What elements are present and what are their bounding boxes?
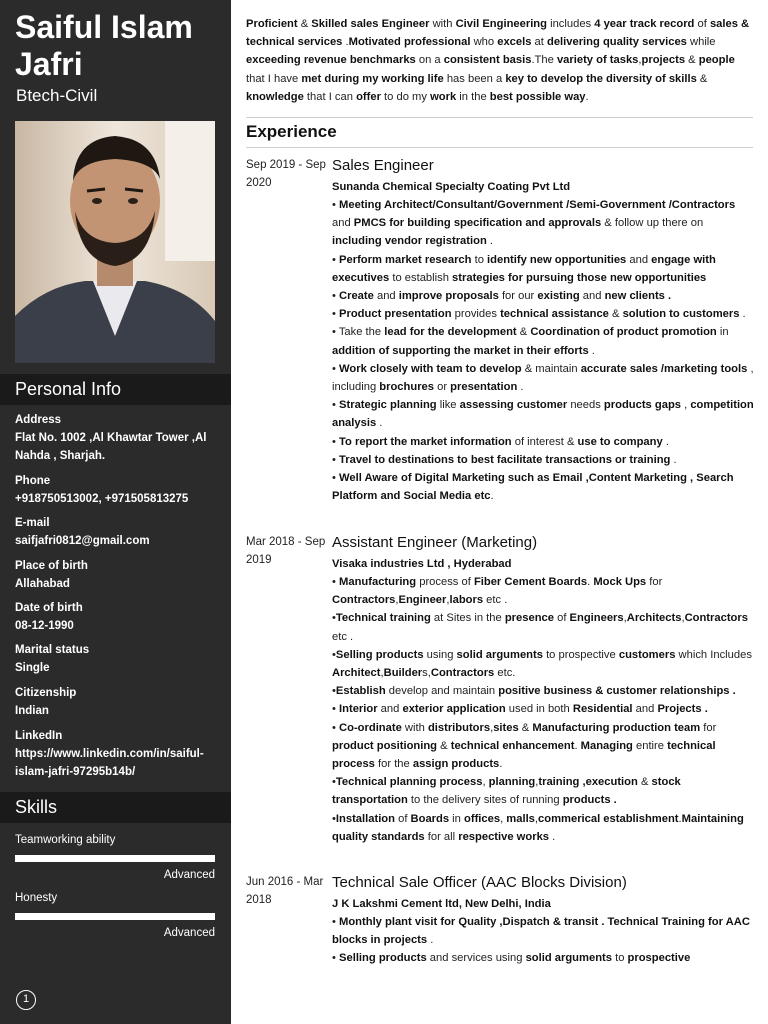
description-bullet: • Work closely with team to develop & maintain accurate sales /marketing tools , including brochures or presentation . [332, 362, 754, 394]
personal-info-heading: Personal Info [0, 374, 231, 405]
emphasis-text: products . [562, 794, 617, 807]
emphasis-text: improve proposals [398, 290, 499, 303]
emphasis-text: malls [506, 812, 535, 825]
citizenship-info [15, 684, 220, 720]
emphasis-text: Architect [332, 667, 381, 680]
emphasis-text: consistent basis [443, 54, 532, 67]
emphasis-text: Establish [335, 685, 386, 698]
job-title: Assistant Engineer (Marketing) [332, 534, 538, 551]
job-company: Sunanda Chemical Specialty Coating Pvt Ltd [332, 181, 571, 193]
emphasis-text: solution to customers [622, 308, 740, 321]
job-body [332, 533, 754, 846]
job-dates: Mar 2018 - Sep 2019 [246, 536, 326, 566]
emphasis-text: Technical training [335, 612, 431, 625]
emphasis-text: customers [618, 648, 676, 661]
marital-status-label: Marital status [15, 644, 90, 656]
description-bullet: • Manufacturing process of Fiber Cement Boards. Mock Ups for Contractors,Engineer,labors etc . [332, 576, 663, 607]
emphasis-text: Architects [626, 612, 682, 625]
linkedin-value[interactable]: https://www.linkedin.com/in/saiful-islam-jafri-97295b14b/ [15, 748, 204, 778]
emphasis-text: sales & technical services [246, 18, 750, 49]
emphasis-text: commerical establishment [538, 812, 679, 825]
emphasis-text: Create [339, 290, 374, 303]
address-label: Address [15, 414, 62, 426]
emphasis-text: offices [464, 812, 501, 825]
description-bullet: • Selling products and services using solid arguments to prospective [332, 952, 691, 965]
emphasis-text: Monthly plant visit for Quality ,Dispatch & transit . Technical Training for AAC blocks in projects [332, 916, 750, 947]
summary-divider [246, 117, 753, 118]
emphasis-text: Projects . [657, 703, 708, 716]
emphasis-text: new clients . [604, 290, 672, 303]
emphasis-text: Meeting Architect/Consultant/Government /Semi-Government /Contractors [339, 199, 736, 211]
emphasis-text: Interior [339, 703, 378, 716]
emphasis-text: identify new opportunities [487, 253, 627, 266]
skills-heading: Skills [0, 792, 231, 823]
emphasis-text: knowledge [246, 90, 304, 103]
emphasis-text: prospective [627, 952, 691, 965]
emphasis-text: stock transportation [332, 776, 681, 807]
emphasis-text: assessing customer [459, 399, 568, 412]
skill-teamworking [15, 833, 215, 882]
emphasis-text: people [698, 54, 735, 67]
emphasis-text: Product presentation [339, 308, 452, 321]
emphasis-text: respective works [458, 830, 550, 843]
skill-level-label: Advanced [163, 927, 215, 939]
description-bullet: • Strategic planning like assessing customer needs products gaps , competition analysis . [332, 399, 754, 430]
emphasis-text: Motivated professional [348, 36, 471, 49]
description-bullet: • Interior and exterior application used in both Residential and Projects . [332, 703, 708, 716]
emphasis-text: Skilled [311, 18, 348, 30]
emphasis-text: Proficient [246, 18, 298, 30]
emphasis-text: assign products [412, 758, 500, 771]
citizenship-value: Indian [15, 705, 49, 717]
experience-divider [246, 147, 753, 148]
emphasis-text: Maintaining quality standards [332, 812, 744, 843]
description-bullet: • To report the market information of interest & use to company . [332, 435, 669, 448]
emphasis-text: offer [356, 90, 381, 103]
emphasis-text: solid arguments [456, 648, 543, 661]
emphasis-text: Fiber Cement Boards [473, 576, 588, 588]
skill-name: Teamworking ability [15, 834, 116, 846]
emphasis-text: training ,execution [538, 776, 638, 789]
description-bullet: •Technical training at Sites in the presence of Engineers,Architects,Contractors etc . [332, 612, 748, 643]
description-bullet: • Perform market research to identify new opportunities and engage with executives to establish strategies for pursuing those new opportunities [332, 253, 716, 284]
emphasis-text: labors [449, 594, 484, 607]
emphasis-text: technical assistance [500, 308, 609, 321]
emphasis-text: planning [488, 776, 536, 789]
emphasis-text: Manufacturing [339, 576, 417, 588]
emphasis-text: met during my working life [301, 72, 444, 85]
job-company: Visaka industries Ltd , Hyderabad [332, 558, 512, 570]
job-body [332, 873, 754, 968]
page-number-badge: 1 [16, 990, 36, 1010]
emphasis-text: existing [537, 290, 580, 303]
emphasis-text: Coordination of product promotion [530, 326, 717, 339]
emphasis-text: brochures [379, 381, 434, 394]
emphasis-text: Builder [383, 667, 423, 680]
address-info [15, 411, 220, 465]
date-of-birth-label: Date of birth [15, 602, 83, 614]
skill-level-bar [15, 913, 215, 920]
emphasis-text: exterior application [402, 703, 506, 716]
emphasis-text: Work closely with team to develop [339, 362, 522, 375]
description-bullet: •Technical planning process, planning,training ,execution & stock transportation to the delivery sites of running products . [332, 776, 681, 807]
job-description [332, 913, 754, 968]
place-of-birth-value: Allahabad [15, 578, 70, 590]
citizenship-label: Citizenship [15, 687, 77, 699]
job-dates: Sep 2019 - Sep 2020 [246, 159, 326, 189]
emphasis-text: Selling products [339, 952, 427, 965]
emphasis-text: Engineers [569, 612, 624, 625]
emphasis-text: Technical planning process [335, 776, 483, 789]
job-title: Sales Engineer [332, 157, 434, 174]
job-title: Technical Sale Officer (AAC Blocks Division) [332, 874, 627, 891]
description-bullet: • Product presentation provides technical assistance & solution to customers . [332, 308, 746, 321]
description-bullet: • Travel to destinations to best facilitate transactions or training . [332, 453, 677, 466]
emphasis-text: positive business & customer relationships . [498, 685, 736, 698]
emphasis-text: technical process [332, 739, 716, 771]
emphasis-text: presence [504, 612, 554, 625]
emphasis-text: engage with executives [332, 253, 716, 284]
email-info [15, 514, 220, 550]
emphasis-text: including vendor registration [332, 235, 487, 248]
emphasis-text: excels [497, 36, 532, 49]
description-bullet: • Meeting Architect/Consultant/Government /Semi-Government /Contractors and PMCS for building specification and approvals & follow up there on including vendor registration . [332, 199, 736, 248]
place-of-birth-label: Place of birth [15, 560, 88, 572]
emphasis-text: To report the market information [339, 435, 512, 448]
job-dates: Jun 2016 - Mar 2018 [246, 876, 324, 906]
emphasis-text: Managing [580, 739, 633, 752]
skill-name: Honesty [15, 892, 58, 904]
emphasis-text: strategies for pursuing those new opportunities [452, 271, 707, 284]
description-bullet: • Monthly plant visit for Quality ,Dispatch & transit . Technical Training for AAC blocks in projects . [332, 916, 750, 947]
emphasis-text: key to develop the diversity of skills [505, 72, 697, 85]
emphasis-text: addition of supporting the market in their efforts [332, 344, 589, 357]
skill-honesty [15, 891, 215, 940]
emphasis-text: Installation [335, 812, 395, 825]
emphasis-text: Boards [410, 812, 450, 825]
emphasis-text: Engineer [398, 594, 447, 607]
email-value: saifjafri0812@gmail.com [15, 535, 150, 547]
emphasis-text: Civil Engineering [455, 18, 547, 30]
marital-status-info [15, 641, 220, 677]
profile-summary: Proficient & Skilled sales Engineer with Civil Engineering includes 4 year track record of sales & technical services .Motivated professional who excels at delivering quality services while exceeding revenue benchmarks on a consistent basis.The variety of tasks,projects & people that I have met during my working life has been a key to develop the diversity of skills & knowledge that I can offer to do my work in the best possible way. [246, 18, 750, 103]
job-description [332, 573, 754, 846]
description-bullet: • Well Aware of Digital Marketing such as Email ,Content Marketing , Search Platform and Social Media etc. [332, 472, 734, 503]
description-bullet: • Take the lead for the development & Coordination of product promotion in addition of supporting the market in their efforts . [332, 326, 729, 357]
emphasis-text: delivering quality services [546, 36, 687, 49]
emphasis-text: 4 year track record [594, 18, 695, 30]
profile-photo [15, 121, 215, 363]
place-of-birth-info [15, 557, 220, 593]
skill-level-label: Advanced [163, 869, 215, 881]
emphasis-text: Mock Ups [593, 576, 647, 588]
job-body [332, 156, 754, 505]
emphasis-text: Perform market research [339, 253, 472, 266]
emphasis-text: product positioning [332, 739, 438, 752]
emphasis-text: competition analysis [332, 399, 754, 430]
emphasis-text: best possible way [489, 90, 586, 103]
emphasis-text: products gaps [603, 399, 681, 412]
emphasis-text: variety of tasks [556, 54, 639, 67]
emphasis-text: exceeding revenue benchmarks [246, 54, 416, 67]
description-bullet: • Co-ordinate with distributors,sites & Manufacturing production team for product positioning & technical enhancement. Managing entire technical process for the assign products. [332, 721, 717, 771]
job-description [332, 196, 754, 505]
experience-heading: Experience [246, 122, 337, 141]
address-value: Flat No. 1002 ,Al Khawtar Tower ,Al Nahda , Sharjah. [15, 432, 207, 462]
emphasis-text: Contractors [430, 667, 495, 680]
emphasis-text: distributors [427, 721, 491, 734]
candidate-degree: Btech-Civil [16, 86, 98, 105]
emphasis-text: sales Engineer [347, 18, 430, 30]
linkedin-label: LinkedIn [15, 730, 63, 742]
emphasis-text: sites [493, 721, 519, 734]
emphasis-text: accurate sales /marketing tools [580, 362, 748, 375]
phone-value: +918750513002, +971505813275 [15, 493, 189, 505]
emphasis-text: PMCS for building specification and approvals [353, 217, 602, 230]
date-of-birth-value: 08-12-1990 [15, 620, 74, 632]
email-label: E-mail [15, 517, 50, 529]
emphasis-text: use to company [577, 435, 663, 448]
job-company: J K Lakshmi Cement ltd, New Delhi, India [332, 898, 551, 910]
emphasis-text: Selling products [335, 648, 424, 661]
description-bullet: • Create and improve proposals for our existing and new clients . [332, 290, 672, 303]
linkedin-info [15, 727, 220, 781]
emphasis-text: solid arguments [525, 952, 612, 965]
skill-level-bar [15, 855, 215, 862]
emphasis-text: projects [641, 54, 686, 67]
sidebar [0, 0, 231, 1024]
emphasis-text: Strategic planning [339, 399, 437, 412]
emphasis-text: Well Aware of Digital Marketing such as Email ,Content Marketing , Search Platform and Social Media etc [332, 472, 734, 503]
date-of-birth-info [15, 599, 220, 635]
emphasis-text: Manufacturing production team [532, 721, 701, 734]
phone-label: Phone [15, 475, 51, 487]
emphasis-text: lead for the development [384, 326, 517, 339]
description-bullet: •Establish develop and maintain positive business & customer relationships . [332, 685, 736, 698]
emphasis-text: work [430, 90, 457, 103]
emphasis-text: Residential [572, 703, 633, 716]
emphasis-text: Contractors [684, 612, 748, 625]
description-bullet: •Installation of Boards in offices, malls,commerical establishment.Maintaining quality standards for all respective works . [332, 812, 744, 843]
candidate-name: Saiful Islam Jafri [15, 9, 193, 82]
emphasis-text: presentation [450, 381, 518, 394]
marital-status-value: Single [15, 662, 50, 674]
phone-info [15, 472, 220, 508]
description-bullet: •Selling products using solid arguments to prospective customers which Includes Architect,Builders,Contractors etc. [332, 648, 752, 680]
emphasis-text: Contractors [332, 594, 396, 607]
emphasis-text: Travel to destinations to best facilitate transactions or training [339, 453, 671, 466]
emphasis-text: technical enhancement [450, 739, 575, 752]
emphasis-text: Co-ordinate [339, 721, 402, 734]
